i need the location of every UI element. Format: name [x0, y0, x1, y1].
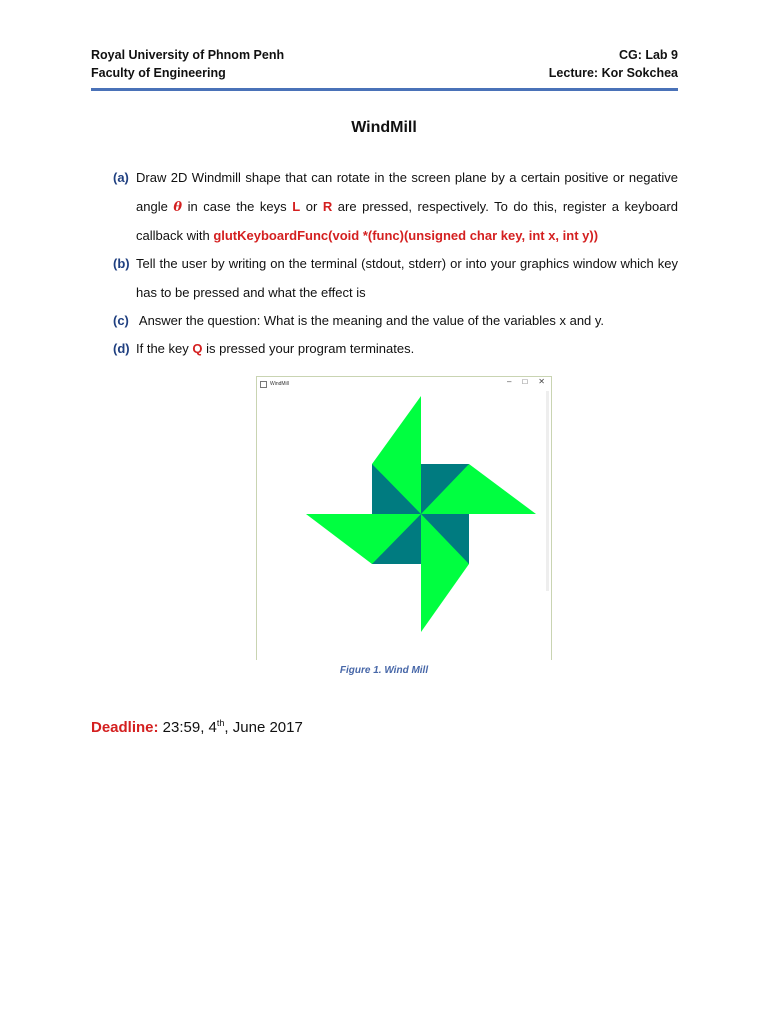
windmill-window-screenshot	[256, 376, 552, 660]
key-r: R	[322, 198, 333, 214]
page-header	[91, 46, 678, 90]
faculty-name: Faculty of Engineering	[91, 66, 226, 80]
key-l: L	[292, 198, 301, 214]
minimize-icon[interactable]: –	[507, 377, 512, 386]
task-b-text: Tell the user by writing on the terminal (stdout, stderr) or into your graphics window which key has to be pressed and what the effect is	[136, 256, 678, 300]
lecturer-name: Lecture: Kor Sokchea	[548, 66, 678, 80]
task-d-text	[136, 335, 678, 364]
header-left	[91, 46, 284, 82]
maximize-icon[interactable]: □	[522, 377, 528, 386]
header-divider	[91, 88, 678, 91]
course-lab: CG: Lab 9	[618, 48, 678, 62]
task-d-part1: If the key	[136, 341, 193, 356]
figure-caption: Figure 1. Wind Mill	[339, 665, 429, 676]
task-d	[113, 335, 678, 364]
task-d-label: (d)	[113, 341, 130, 356]
deadline-time: 23:59, 4	[158, 719, 217, 736]
task-b-label: (b)	[113, 256, 130, 271]
header-right	[549, 46, 678, 82]
page-title: WindMill	[351, 119, 417, 136]
task-c-body: Answer the question: What is the meaning and the value of the variables x and y.	[136, 313, 605, 328]
task-a-text	[136, 164, 678, 251]
windmill-drawing	[256, 376, 552, 660]
deadline-label: Deadline:	[91, 719, 159, 736]
task-a-part3: or	[300, 198, 323, 214]
key-q: Q	[192, 341, 203, 356]
task-a-label: (a)	[113, 170, 129, 185]
university-name: Royal University of Phnom Penh	[91, 48, 285, 62]
task-a	[113, 164, 678, 251]
task-b	[113, 250, 678, 307]
task-a-part1: Draw 2D Windmill shape that can rotate in the screen plane by a certain positive or negative angle	[136, 170, 678, 214]
task-d-part2: is pressed your program terminates.	[202, 341, 415, 356]
task-c-text	[136, 307, 678, 336]
task-a-part2: in case the keys	[182, 198, 293, 214]
window-title: WindMill	[270, 381, 289, 387]
close-icon[interactable]: ✕	[538, 377, 545, 386]
keyboard-func-signature: glutKeyboardFunc(void *(func)(unsigned char key, int x, int y))	[213, 228, 599, 243]
deadline	[91, 718, 303, 736]
deadline-date: , June 2017	[224, 719, 303, 736]
task-c-label: (c)	[113, 313, 129, 328]
theta-symbol: θ	[173, 199, 183, 215]
task-a-part4: are pressed, respectively. To do this, register a keyboard callback with	[136, 198, 678, 243]
task-c	[113, 307, 678, 336]
deadline-day-suffix: th	[216, 718, 225, 728]
